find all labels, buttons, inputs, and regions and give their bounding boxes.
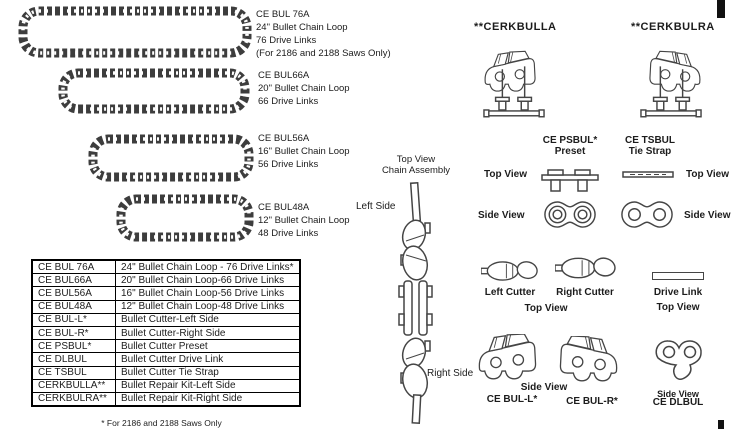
part-size: 24" Bullet Chain Loop	[256, 22, 348, 33]
parts-table	[31, 259, 301, 407]
left-cutter-code: CE BUL-L*	[486, 394, 538, 405]
drive-link-code: CE DLBUL	[652, 397, 704, 408]
page-edge-mark-top	[717, 0, 725, 18]
table-row	[32, 287, 300, 300]
table-row	[32, 326, 300, 339]
part-number-cell: CE BUL56A	[32, 287, 116, 300]
part-number-cell: CE PSBUL*	[32, 340, 116, 353]
part-size: 20" Bullet Chain Loop	[258, 83, 350, 94]
drive-link-top-view-drawing	[652, 272, 704, 280]
part-desc-cell: 20" Bullet Chain Loop-66 Drive Links	[116, 274, 300, 287]
part-code: CE BUL66A	[258, 70, 310, 81]
part-number-cell: CE BUL 76A	[32, 260, 116, 274]
preset-name: Preset	[554, 146, 586, 157]
right-cutter-code: CE BUL-R*	[566, 396, 618, 407]
left-cutter-side-view-drawing	[477, 334, 539, 384]
repair-kit-left-drawing	[483, 37, 545, 119]
tie-strap-top-view-drawing	[622, 170, 674, 180]
part-size: 12" Bullet Chain Loop	[258, 215, 350, 226]
table-row	[32, 313, 300, 326]
part-desc-cell: Bullet Cutter-Right Side	[116, 326, 300, 339]
repair-kit-left-code: **CERKBULLA	[474, 21, 557, 33]
preset-code: CE PSBUL*	[542, 135, 598, 146]
part-number-cell: CERKBULLA**	[32, 379, 116, 392]
left-side-label: Left Side	[356, 201, 396, 212]
part-desc-cell: 16" Bullet Chain Loop-56 Drive Links	[116, 287, 300, 300]
preset-top-view-drawing	[541, 165, 599, 193]
repair-kit-right-code: **CERKBULRA	[631, 21, 715, 33]
part-links: 48 Drive Links	[258, 228, 319, 239]
part-links: 76 Drive Links	[256, 35, 317, 46]
chain-loop-label-48a	[258, 201, 350, 240]
table-row	[32, 353, 300, 366]
drive-link-top-view-label: Top View	[656, 302, 700, 313]
side-view-label-right: Side View	[684, 210, 731, 221]
tie-strap-name: Tie Strap	[628, 146, 672, 157]
table-footnote: * For 2186 and 2188 Saws Only	[101, 418, 222, 428]
cutters-side-view-label: Side View	[520, 382, 568, 393]
chain-loop-24in-drawing	[16, 4, 254, 60]
part-number-cell: CE BUL-L*	[32, 313, 116, 326]
part-code: CE BUL48A	[258, 202, 310, 213]
part-desc-cell: Bullet Cutter Tie Strap	[116, 366, 300, 379]
chain-loop-label-76a	[256, 8, 391, 60]
assembly-title-line2: Chain Assembly	[381, 165, 451, 176]
top-view-label-left: Top View	[484, 169, 527, 180]
side-view-label-left: Side View	[478, 210, 525, 221]
part-note: (For 2186 and 2188 Saws Only)	[256, 48, 391, 59]
part-desc-cell: Bullet Cutter Preset	[116, 340, 300, 353]
preset-side-view-drawing	[543, 200, 597, 229]
part-number-cell: CE BUL48A	[32, 300, 116, 313]
right-cutter-label: Right Cutter	[556, 287, 614, 298]
chain-loop-label-56a	[258, 132, 350, 171]
drive-link-side-view-drawing	[653, 339, 705, 381]
chain-assembly-drawing	[388, 183, 442, 423]
left-cutter-top-view-drawing	[481, 259, 539, 283]
table-row	[32, 274, 300, 287]
assembly-title-line1: Top View	[396, 154, 436, 165]
part-number-cell: CE BUL66A	[32, 274, 116, 287]
chain-loop-16in-drawing	[86, 132, 256, 184]
table-row	[32, 379, 300, 392]
table-row	[32, 366, 300, 379]
table-row	[32, 392, 300, 406]
right-cutter-side-view-drawing	[557, 336, 619, 386]
part-desc-cell: Bullet Cutter Drive Link	[116, 353, 300, 366]
part-number-cell: CERKBULRA**	[32, 392, 116, 406]
table-row	[32, 340, 300, 353]
right-side-label: Right Side	[427, 368, 474, 379]
part-number-cell: CE DLBUL	[32, 353, 116, 366]
top-view-label-right: Top View	[686, 169, 729, 180]
chain-loop-12in-drawing	[114, 192, 256, 244]
part-number-cell: CE BUL-R*	[32, 326, 116, 339]
table-row	[32, 300, 300, 313]
page-edge-mark-bottom	[718, 420, 724, 429]
part-desc-cell: 24" Bullet Chain Loop - 76 Drive Links*	[116, 260, 300, 274]
part-desc-cell: Bullet Repair Kit-Right Side	[116, 392, 300, 406]
part-code: CE BUL 76A	[256, 9, 310, 20]
repair-kit-right-drawing	[640, 37, 702, 119]
part-size: 16" Bullet Chain Loop	[258, 146, 350, 157]
left-cutter-label: Left Cutter	[484, 287, 536, 298]
part-desc-cell: 12" Bullet Chain Loop-48 Drive Links	[116, 300, 300, 313]
drive-link-side-view-label: Side View	[657, 389, 699, 399]
table-row	[32, 260, 300, 274]
tie-strap-code: CE TSBUL	[625, 135, 675, 146]
part-desc-cell: Bullet Cutter-Left Side	[116, 313, 300, 326]
chain-loop-label-66a	[258, 69, 350, 108]
right-cutter-top-view-drawing	[555, 255, 617, 281]
chain-loop-20in-drawing	[56, 66, 252, 116]
part-code: CE BUL56A	[258, 133, 310, 144]
part-number-cell: CE TSBUL	[32, 366, 116, 379]
part-desc-cell: Bullet Repair Kit-Left Side	[116, 379, 300, 392]
tie-strap-side-view-drawing	[620, 200, 674, 229]
cutters-top-view-label: Top View	[524, 303, 568, 314]
drive-link-label: Drive Link	[653, 287, 703, 298]
part-links: 66 Drive Links	[258, 96, 319, 107]
part-links: 56 Drive Links	[258, 159, 319, 170]
